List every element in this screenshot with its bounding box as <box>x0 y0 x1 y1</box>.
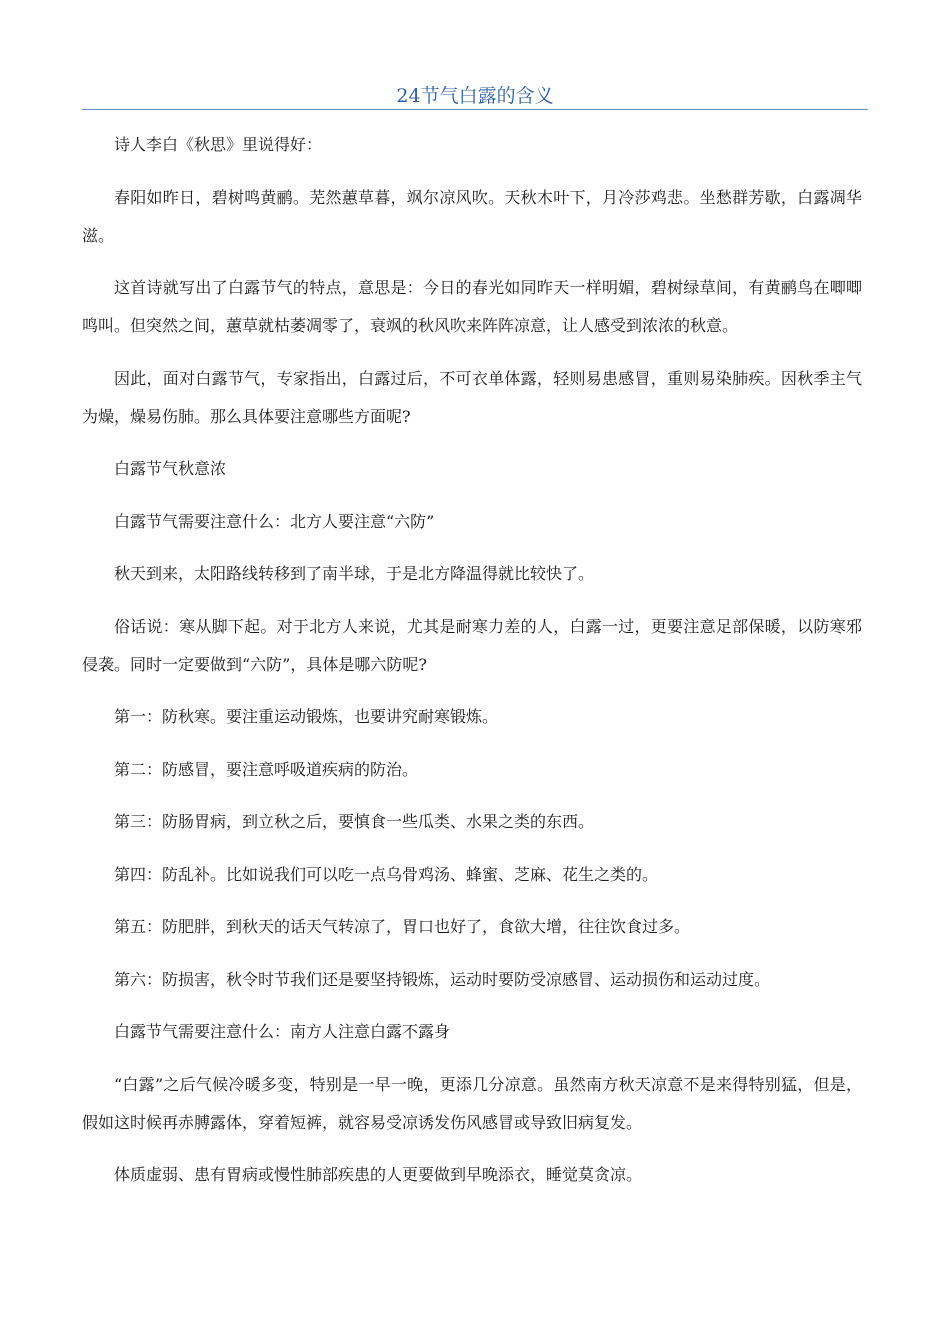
paragraph-north-cooling: 秋天到来，太阳路线转移到了南半球，于是北方降温得就比较快了。 <box>114 564 595 583</box>
title-underline <box>82 109 868 110</box>
document-title: 24节气白露的含义 <box>396 85 554 107</box>
paragraph-weak-constitution: 体质虚弱、患有胃病或慢性肺部疾患的人更要做到早晚添衣，睡觉莫贪凉。 <box>114 1165 643 1184</box>
paragraph-poem-meaning: 这首诗就写出了白露节气的特点，意思是：今日的春光如同昨天一样明媚，碧树绿草间，有黄鹂鸟在唧唧鸣叫。但突然之间，蕙草就枯萎凋零了，衰飒的秋风吹来阵阵凉意，让人感受到浓浓的秋意。 <box>82 278 862 335</box>
paragraph-expert-advice: 因此，面对白露节气，专家指出，白露过后，不可衣单体露，轻则易患感冒，重则易染肺疾。因秋季主气为燥，燥易伤肺。那么具体要注意哪些方面呢? <box>82 368 862 426</box>
section-heading-south: 白露节气需要注意什么：南方人注意白露不露身 <box>114 1022 451 1041</box>
paragraph-intro: 诗人李白《秋思》里说得好： <box>114 135 323 154</box>
list-item-precaution-6: 第六：防损害，秋令时节我们还是要坚持锻炼，运动时要防受凉感冒、运动损伤和运动过度。 <box>114 969 771 989</box>
list-item-precaution-5: 第五：防肥胖，到秋天的话天气转凉了，胃口也好了，食欲大增，往往饮食过多。 <box>114 917 691 936</box>
list-item-precaution-2: 第二：防感冒，要注意呼吸道疾病的防治。 <box>114 759 419 779</box>
list-item-precaution-3: 第三：防肠胃病，到立秋之后，要慎食一些瓜类、水果之类的东西。 <box>114 812 595 831</box>
paragraph-south-weather: “白露”之后气候冷暖多变，特别是一早一晚，更添几分凉意。虽然南方秋天凉意不是来得特别猛，但是，假如这时候再赤膊露体，穿着短裤，就容易受凉诱发伤风感冒或导致旧病复发。 <box>82 1074 862 1132</box>
list-item-precaution-1: 第一：防秋寒。要注重运动锻炼，也要讲究耐寒锻炼。 <box>114 707 499 726</box>
document-body <box>82 126 862 1209</box>
paragraph-six-precautions: 俗话说：寒从脚下起。对于北方人来说，尤其是耐寒力差的人，白露一过，更要注意足部保暖，以防寒邪侵袭。同时一定要做到“六防”，具体是哪六防呢? <box>82 616 862 674</box>
section-heading-autumn: 白露节气秋意浓 <box>114 459 227 478</box>
paragraph-poem: 春阳如昨日，碧树鸣黄鹂。芜然蕙草暮，飒尔凉风吹。天秋木叶下，月冷莎鸡悲。坐愁群芳歇，白露凋华滋。 <box>82 187 862 245</box>
list-item-precaution-4: 第四：防乱补。比如说我们可以吃一点乌骨鸡汤、蜂蜜、芝麻、花生之类的。 <box>114 864 659 884</box>
section-heading-north: 白露节气需要注意什么：北方人要注意“六防” <box>114 511 435 531</box>
